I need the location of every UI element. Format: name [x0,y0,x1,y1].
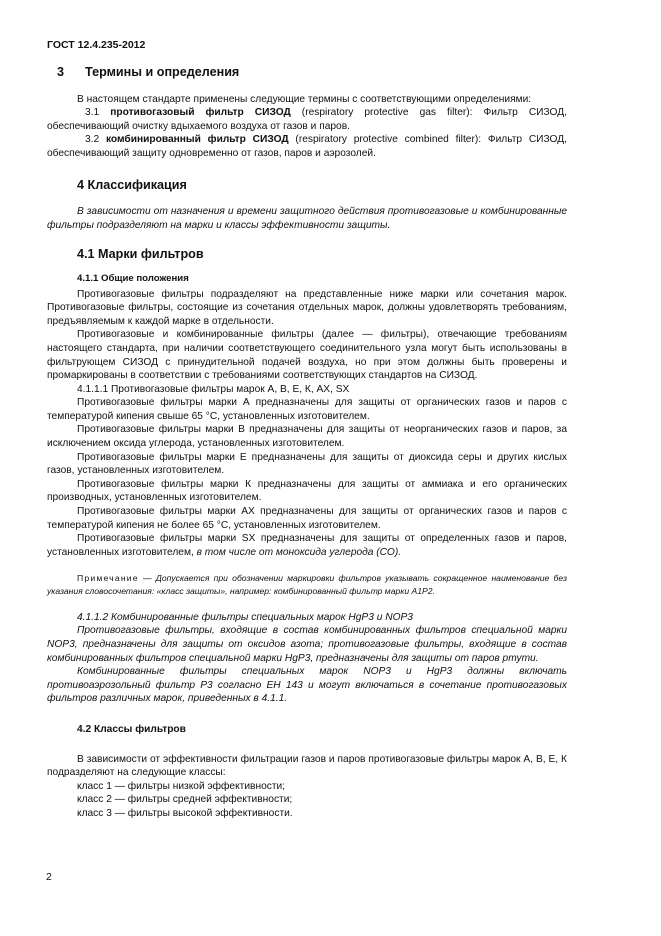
paragraph-mark-a: Противогазовые фильтры марки А предназначены для защиты от органических газов и паров с температурой кипения свыше 65 °С, установленных изготовителем. [47,397,567,422]
page-number: 2 [46,871,52,883]
term-3-2-term: комбинированный фильтр СИЗОД [105,134,289,146]
paragraph-4-1-1-a: Противогазовые фильтры подразделяют на представленные ниже марки или сочетания марок. Противогазовые фильтры, состоящие из сочетания отдельных марок, должны удовлетворять требованиям, предъявляемым к каждой марке в отдельности. [47,288,567,327]
note [47,572,567,596]
note-text: — Допускается при обозначении маркировки фильтров указывать сокращенное наименование без указания словосочетания: «класс защиты», например: комбинированный фильтр марки А1Р2. [47,573,568,596]
paragraph-4-1-1-2-a: Противогазовые фильтры, входящие в состав комбинированных фильтров специальной марки NOP3, предназначены для защиты от оксидов азота; противогазовые фильтры, входящие в состав комбинированных фильтров специальной марки HgP3, предназначены для защиты от паров ртути. [47,625,567,664]
section-3-intro: В настоящем стандарте применены следующие термины с соответствующими определениями: [77,93,532,105]
term-3-1-number: 3.1 [85,107,100,119]
mark-sx-text: Противогазовые фильтры марки SX предназначены для защиты от определенных газов и паров, установленных изготовителем, [47,533,567,558]
note-label: Примечание [77,573,139,584]
paragraph-mark-sx [47,532,567,559]
term-3-1-term: противогазовый фильтр СИЗОД [110,107,291,119]
page-content [47,66,567,821]
paragraph-mark-k: Противогазовые фильтры марки К предназначены для защиты от аммиака и его органических производных, установленных изготовителем. [47,478,567,504]
section-4-2-heading: 4.2 Классы фильтров [77,723,186,735]
paragraph-mark-b: Противогазовые фильтры марки В предназначены для защиты от неорганических газов и паров, за исключением оксида углерода, установленных изготовителем. [47,424,567,450]
term-3-2-number: 3.2 [85,134,100,146]
section-4-heading: 4 Классификация [77,177,187,192]
class-2-item: класс 2 — фильтры средней эффективности; [77,794,293,806]
section-4-1-heading: 4.1 Марки фильтров [77,247,204,262]
section-3-heading [47,66,567,80]
paragraph-mark-e: Противогазовые фильтры марки Е предназначены для защиты от диоксида серы и других кислых газов, установленных изготовителем. [47,451,567,477]
section-3-title: Термины и определения [85,65,240,79]
paragraph-4-2: В зависимости от эффективности фильтрации газов и паров противогазовые фильтры марок А, В, Е, К подразделяют на следующие классы: [47,753,567,779]
section-4-intro: В зависимости от назначения и времени защитного действия противогазовые и комбинированные фильтры подразделяют на марки и классы эффективности защиты. [47,206,567,231]
class-3-item: класс 3 — фильтры высокой эффективности. [77,807,293,819]
term-3-1 [47,106,567,133]
document-header: ГОСТ 12.4.235-2012 [47,39,146,51]
paragraph-4-1-1-2-b: Комбинированные фильтры специальных марок NOP3 и HgP3 должны включать противоаэрозольный фильтр Р3 согласно ЕН 143 и могут включаться в сочетание противогазовых фильтров различных марок, приведенных в 4.1.1. [47,666,567,705]
section-4-1-1-2-heading: 4.1.1.2 Комбинированные фильтры специальных марок HgP3 и NOP3 [77,611,413,623]
term-3-2 [47,133,567,160]
section-4-1-1-heading: 4.1.1 Общие положения [77,272,189,284]
term-3-2-definition: (respiratory protective combined filter): Фильтр СИЗОД, обеспечивающий защиту одновременно от газов, паров и аэрозолей. [47,134,567,159]
mark-sx-italic: в том числе от моноксида углерода (СО). [196,546,402,558]
term-3-1-definition: (respiratory protective gas filter): Фильтр СИЗОД, обеспечивающий очистку вдыхаемого воздуха от газов и паров. [47,107,567,132]
class-1-item: класс 1 — фильтры низкой эффективности; [77,780,286,792]
paragraph-mark-ax: Противогазовые фильтры марки АХ предназначены для защиты от органических газов и паров с температурой кипения не более 65 °С, установленных изготовителем. [47,506,567,531]
section-4-1-1-1-heading: 4.1.1.1 Противогазовые фильтры марок А, В, Е, К, АХ, SX [77,383,350,395]
paragraph-4-1-1-b: Противогазовые и комбинированные фильтры (далее — фильтры), отвечающие требованиям настоящего стандарта, при наличии соответствующего соединительного узла могут быть использованы в фильтрующем СИЗОД с принудительной подачей воздуха, но при этом должны быть проверены и промаркированы в соответствии с требованиями соответствующих стандартов на СИЗОД. [47,329,567,382]
section-3-number: 3 [57,65,65,79]
